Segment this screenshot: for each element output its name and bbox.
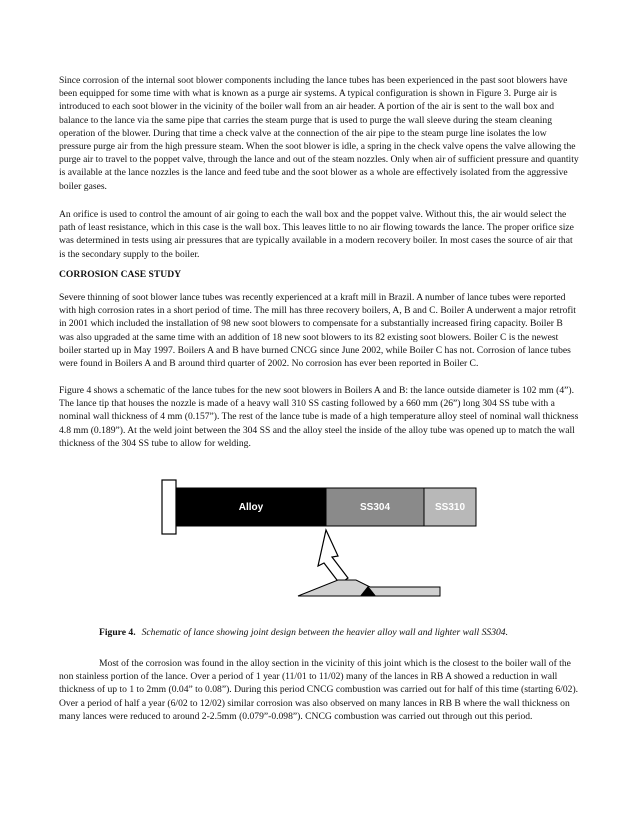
alloy-label: Alloy: [238, 502, 264, 513]
lance-end-cap: [162, 480, 176, 534]
paragraph-case-study: Severe thinning of soot blower lance tubes was recently experienced at a kraft mill in Brazil. A number of lance tubes were reported with high corrosion rates in a short period of time. The mill has three recovery boilers, A, B and C. Boiler A underwent a major retrofit in 2001 which included the installation of 98 new soot blowers to compensate for a substantially increased firing capacity. Boiler B was also upgraded at the same time with an addition of 18 new soot blowers to its 82 existing soot blowers. Boiler C is the newest boiler started up in May 1997. Boilers A and B have burned CNCG since June 2002, while Boiler C has not. Corrosion of lance tubes were found in Boilers A and B around third quarter of 2002. No corrosion has ever been reported in Boiler C.: [59, 292, 576, 370]
paragraph-purge-air: Since corrosion of the internal soot blower components including the lance tubes has been experienced in the past soot blowers have been equipped for some time with what is known as a purge air systems. A typical configuration is shown in Figure 3. Purge air is introduced to each soot blower in the vicinity of the boiler wall from an air header. A portion of the air is sent to the wall box and balance to the lance via the same pipe that carries the steam purge that is used to purge the wall sleeve during the steam cleaning operation of the blower. During that time a check valve at the connection of the air pipe to the steam purge line isolates the low pressure purge air from the high pressure steam. When the soot blower is idle, a spring in the check valve opens the valve allowing the purge air to travel to the poppet valve, through the lance and out of the steam nozzles. Only when air of sufficient pressure and quantity is available at the lance nozzles is the lance and feed tube and the soot blower as a whole are effectively isolated from the aggressive boiler gases.: [59, 75, 579, 192]
figure-caption-label: Figure 4.: [99, 627, 136, 638]
figure-caption: [59, 626, 579, 639]
section-heading: CORROSION CASE STUDY: [59, 269, 182, 280]
ss304-label: SS304: [359, 502, 391, 513]
paragraph-figure4-description: Figure 4 shows a schematic of the lance tubes for the new soot blowers in Boilers A and B: the lance outside diameter is 102 mm (4”). The lance tip that houses the nozzle is made of a heavy wall 310 SS casting followed by a 660 mm (26”) long 304 SS tube with a nominal wall thickness of 4 mm (0.157”). The rest of the lance tube is made of a high temperature alloy steel of nominal wall thickness 4.8 mm (0.189”). At the weld joint between the 304 SS and the alloy steel the inside of the alloy tube was opened up to match the wall thickness of the 304 SS tube to allow for welding.: [59, 385, 579, 449]
ss310-label: SS310: [434, 502, 466, 513]
figure-caption-text: Schematic of lance showing joint design between the heavier alloy wall and lighter wall SS304.: [141, 627, 508, 638]
paragraph-orifice: An orifice is used to control the amount of air going to each the wall box and the poppet valve. Without this, the air would select the path of least resistance, which in this case is the wall box. This leaves little to no air flowing towards the lance. The proper orifice size was determined in tests using air pressures that are typically available in a modern recovery boiler. In most cases the source of air that is the secondary supply to the boiler.: [59, 209, 574, 260]
paragraph-corrosion-findings: Most of the corrosion was found in the alloy section in the vicinity of this joint which is the closest to the boiler wall of the non stainless portion of the lance. Over a period of 1 year (11/01 to 11/02) many of the lances in RB A showed a reduction in wall thickness of up to 1 to 2mm (0.04” to 0.08”). During this period CNCG combustion was carried out for half of this time (starting 6/02). Over a period of half a year (6/02 to 12/02) similar corrosion was also observed on many lances in RB B where the wall thickness on many lances were reduced to around 2-2.5mm (0.079”-0.098”). CNCG combustion was carried out through out this period.: [59, 658, 579, 722]
joint-arrow: [318, 530, 348, 584]
figure-4-schematic: [160, 470, 478, 610]
lance-schematic-drawing: [160, 470, 478, 610]
